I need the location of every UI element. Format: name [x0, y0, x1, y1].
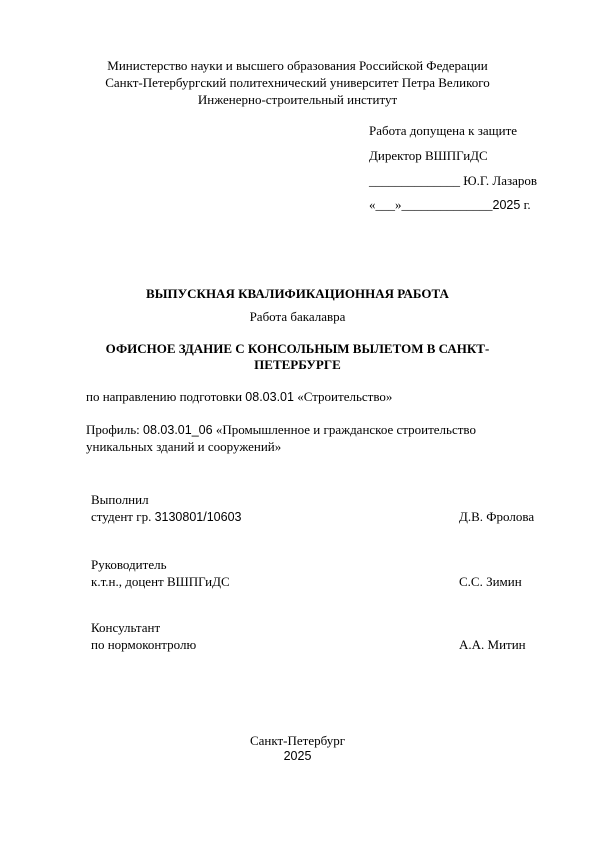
- approval-line-2: Директор ВШПГиДС: [369, 148, 488, 163]
- direction-name: «Строительство»: [293, 389, 393, 404]
- direction-code: 08.03.01: [245, 390, 294, 404]
- document-subtitle: Работа бакалавра: [249, 309, 346, 324]
- institute-line: Инженерно-строительный институт: [197, 92, 398, 107]
- date-day-blank: «___»: [369, 197, 402, 212]
- profile-prefix: Профиль:: [86, 422, 144, 437]
- profile-line-2: уникальных зданий и сооружений»: [86, 439, 282, 454]
- consultant-name: А.А. Митин: [459, 637, 526, 652]
- profile-code: 08.03.01_06: [143, 423, 213, 437]
- footer-city: Санкт-Петербург: [249, 733, 346, 748]
- performer-role: Выполнил: [91, 492, 149, 507]
- performer-group: [91, 508, 241, 526]
- performer-group-number: 3130801/10603: [154, 510, 242, 524]
- supervisor-title: к.т.н., доцент ВШПГиДС: [91, 574, 230, 589]
- direction-prefix: по направлению подготовки: [86, 389, 246, 404]
- profile-name: «Промышленное и гражданское строительство: [212, 422, 476, 437]
- performer-name: Д.В. Фролова: [459, 509, 535, 524]
- signature-blank: ______________: [369, 173, 460, 188]
- document-title: ВЫПУСКНАЯ КВАЛИФИКАЦИОННАЯ РАБОТА: [146, 286, 449, 301]
- year-suffix: г.: [520, 197, 531, 212]
- topic-line-2: ПЕТЕРБУРГЕ: [254, 357, 341, 372]
- study-direction: [86, 388, 392, 406]
- approval-date-line: [369, 196, 531, 214]
- topic-line-1: ОФИСНОЕ ЗДАНИЕ С КОНСОЛЬНЫМ ВЫЛЕТОМ В САНКТ-: [105, 341, 490, 356]
- performer-group-prefix: студент гр.: [91, 509, 155, 524]
- consultant-area: по нормоконтролю: [91, 637, 197, 652]
- director-name: Ю.Г. Лазаров: [460, 173, 538, 188]
- date-month-blank: ______________: [401, 197, 493, 212]
- supervisor-role: Руководитель: [91, 557, 167, 572]
- supervisor-name: С.С. Зимин: [459, 574, 522, 589]
- ministry-line: Министерство науки и высшего образования Российской Федерации: [107, 58, 488, 73]
- approval-year: 2025: [492, 198, 521, 212]
- university-line: Санкт-Петербургский политехнический университет Петра Великого: [105, 75, 490, 90]
- director-signature-line: [369, 172, 537, 189]
- footer-year: 2025: [283, 749, 312, 763]
- consultant-role: Консультант: [91, 620, 161, 635]
- approval-line-1: Работа допущена к защите: [369, 123, 518, 138]
- profile-line-1: [86, 421, 476, 439]
